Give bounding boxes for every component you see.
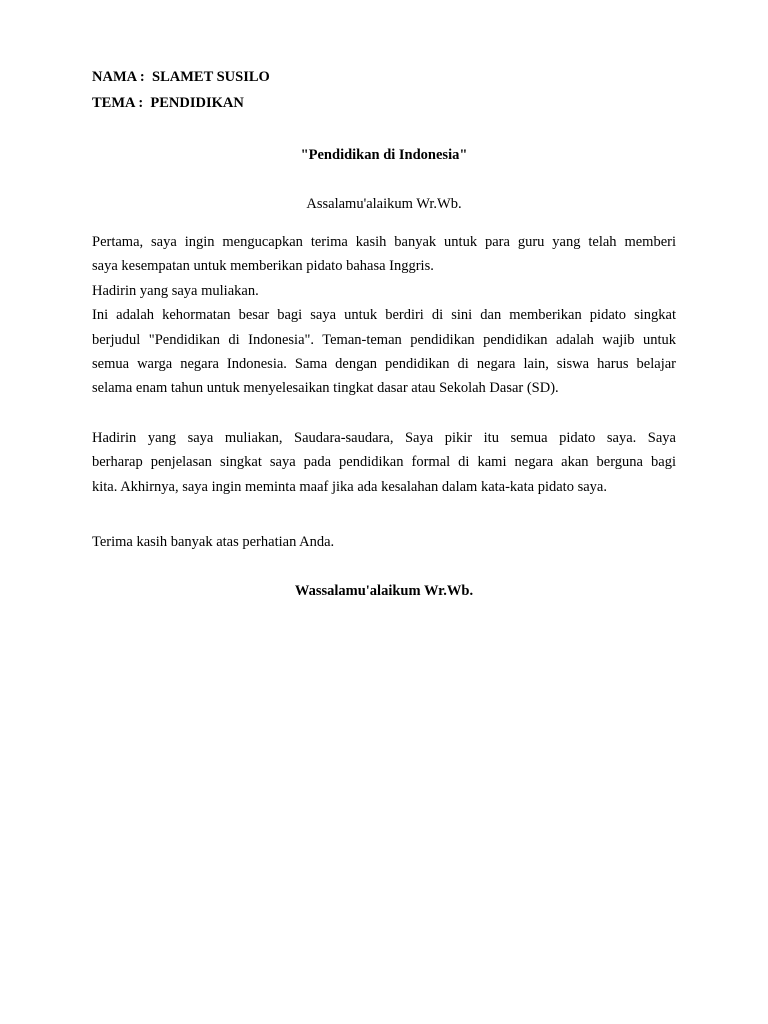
- paragraph-1-line: selama enam tahun untuk menyelesaikan tingkat dasar atau Sekolah Dasar (SD).: [92, 380, 559, 397]
- nama-line: [92, 68, 270, 86]
- paragraph-1-line: semua warga negara Indonesia. Sama dengan pendidikan di negara lain, siswa harus belajar: [92, 355, 676, 372]
- paragraph-1-line: Pertama, saya ingin mengucapkan terima kasih banyak untuk para guru yang telah memberi: [92, 234, 676, 250]
- paragraph-1-line: Ini adalah kehormatan besar bagi saya untuk berdiri di sini dan memberikan pidato singkat: [92, 307, 676, 324]
- nama-value: SLAMET SUSILO: [152, 69, 270, 85]
- opening-greeting: Assalamu'alaikum Wr.Wb.: [306, 196, 462, 212]
- closing-greeting: Wassalamu'alaikum Wr.Wb.: [294, 583, 474, 599]
- paragraph-1: [92, 230, 676, 401]
- document-title: "Pendidikan di Indonesia": [300, 147, 468, 163]
- paragraph-1-line: Hadirin yang saya muliakan.: [92, 282, 259, 299]
- tema-value: PENDIDIKAN: [150, 95, 244, 111]
- nama-label: NAMA :: [92, 69, 145, 85]
- paragraph-2: [92, 426, 676, 499]
- closing-thanks: Terima kasih banyak atas perhatian Anda.: [92, 534, 335, 550]
- paragraph-2-line: kita. Akhirnya, saya ingin meminta maaf jika ada kesalahan dalam kata-kata pidato saya.: [92, 478, 607, 495]
- paragraph-2-line: berharap penjelasan singkat saya pada pendidikan formal di kami negara akan berguna bagi: [92, 454, 676, 471]
- paragraph-1-line: berjudul "Pendidikan di Indonesia". Teman-teman pendidikan pendidikan adalah wajib untuk: [92, 331, 676, 348]
- tema-label: TEMA :: [92, 95, 144, 111]
- closing-thanks-block: [92, 530, 676, 554]
- paragraph-2-line: Hadirin yang saya muliakan, Saudara-saudara, Saya pikir itu semua pidato saya. Saya: [92, 430, 676, 446]
- tema-line: [92, 94, 244, 112]
- paragraph-1-line: saya kesempatan untuk memberikan pidato bahasa Inggris.: [92, 258, 434, 275]
